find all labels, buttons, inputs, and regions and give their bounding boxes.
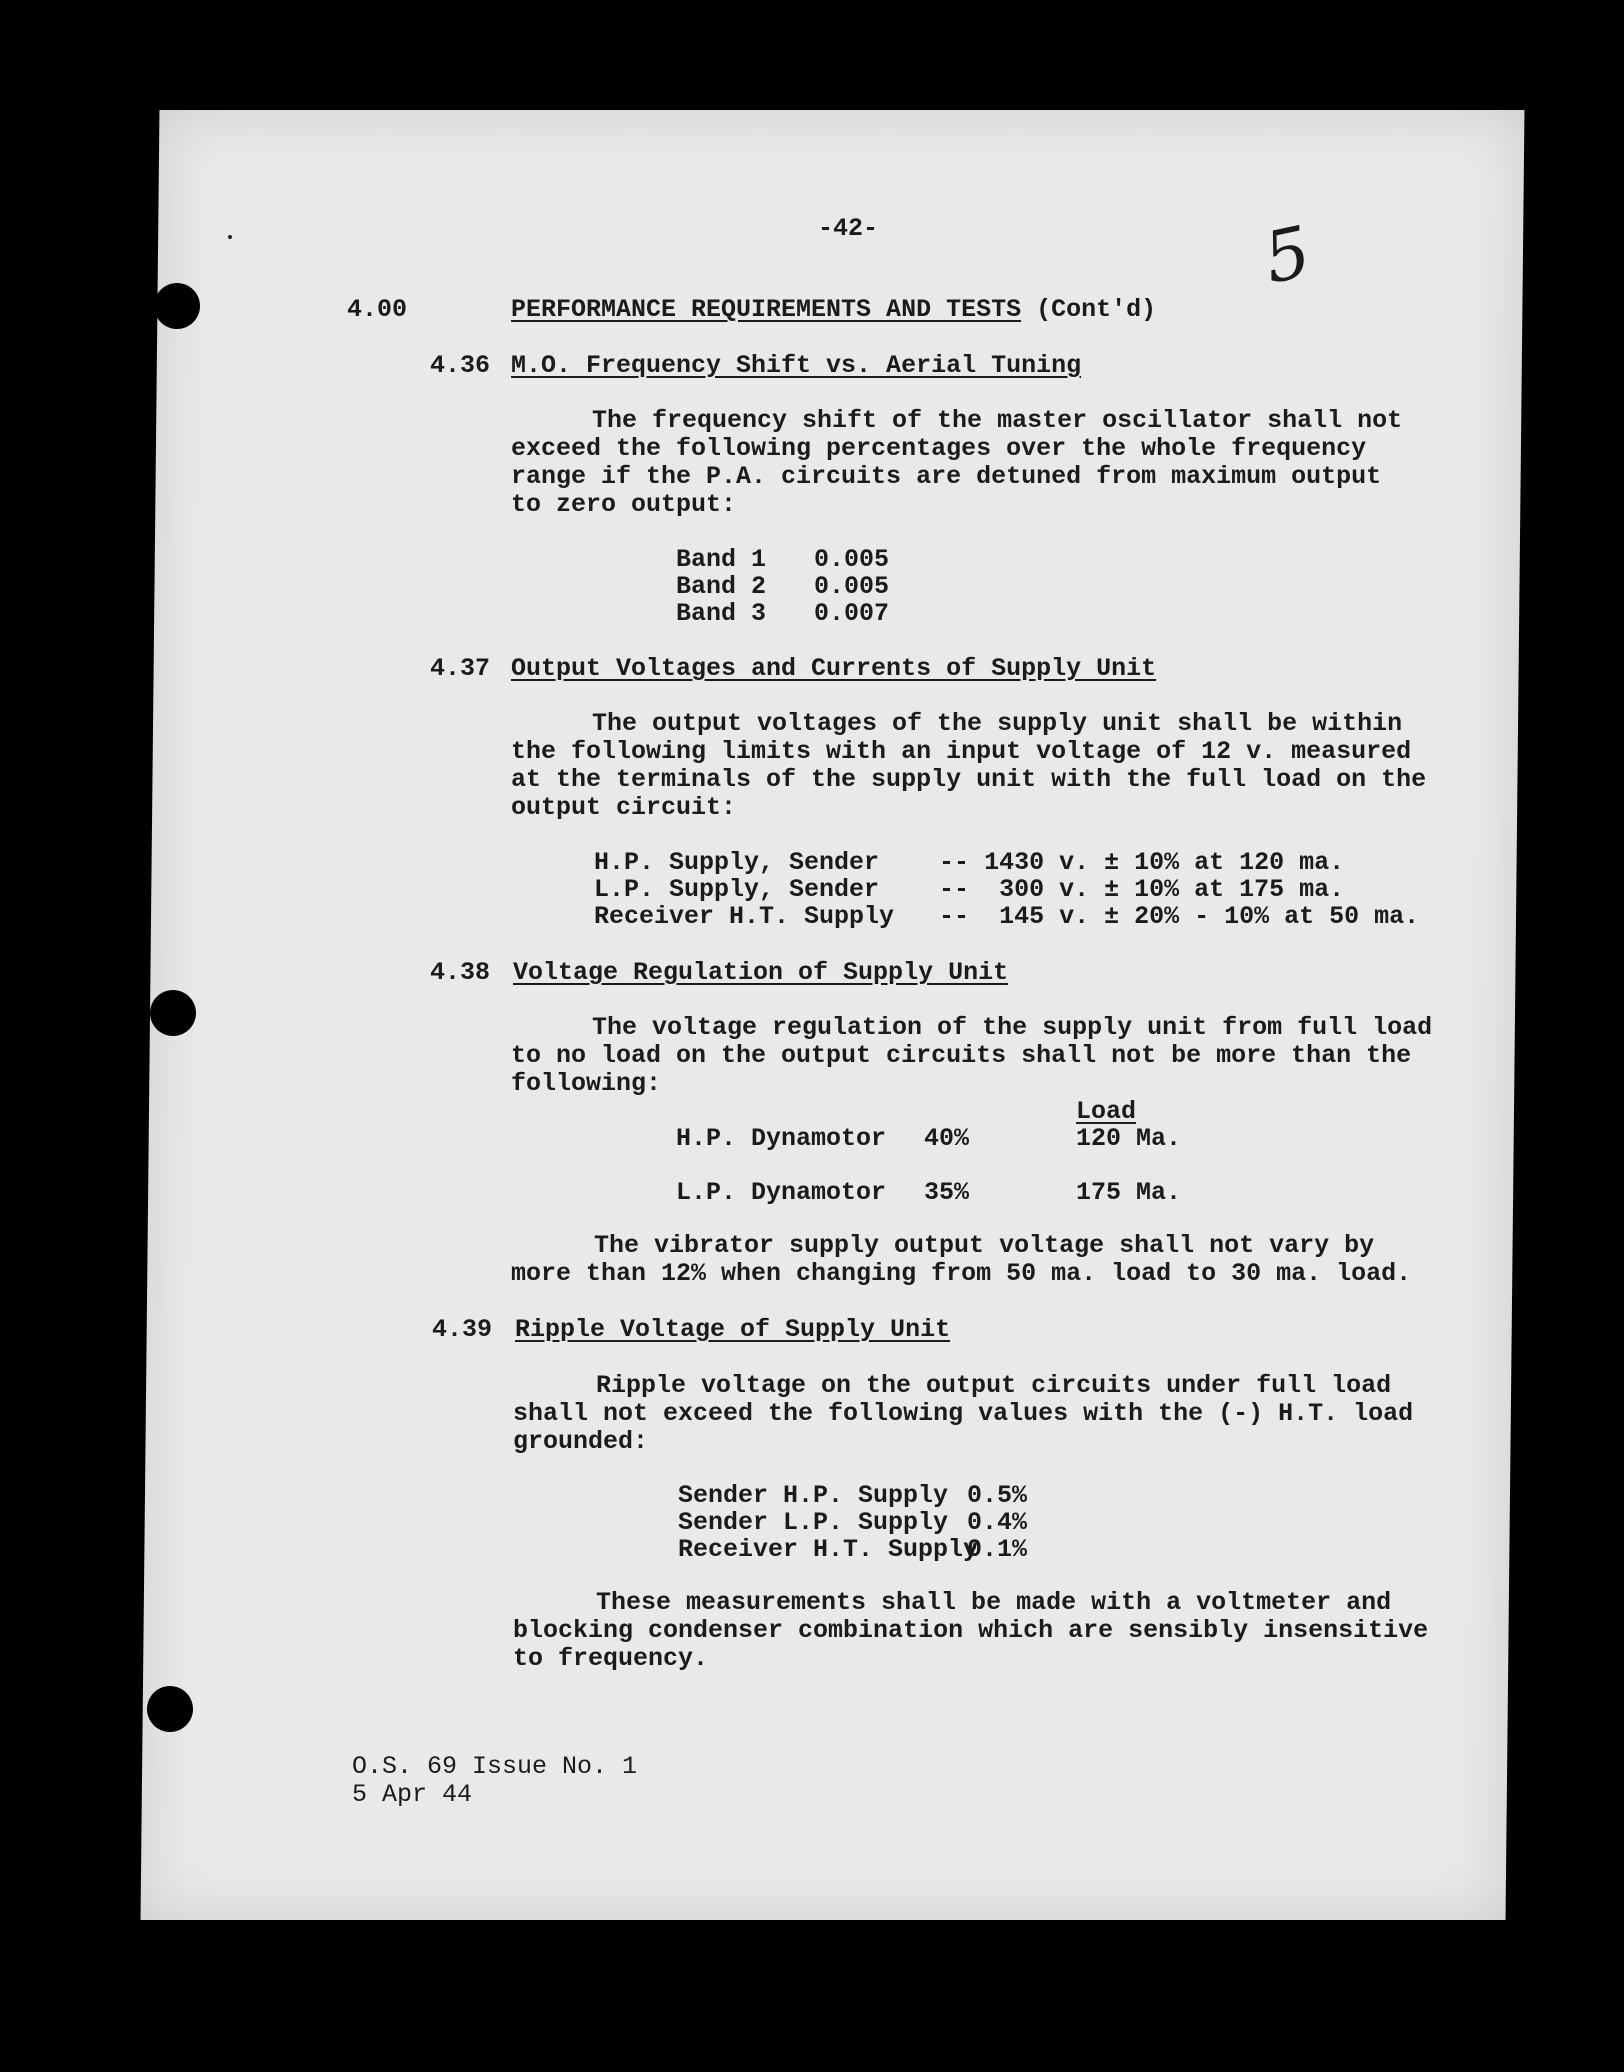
lp-dynamotor-pct: 35% [924, 1178, 970, 1207]
s436-para-line1: The frequency shift of the master oscillator shall not [592, 406, 1403, 435]
s437-para-line2: the following limits with an input voltage of 12 v. measured [511, 737, 1412, 766]
s436-para-line4: to zero output: [511, 490, 737, 519]
page-number: -42- [818, 214, 879, 243]
s436-para-line3: range if the P.A. circuits are detuned from maximum output [511, 462, 1382, 491]
section-title [511, 296, 1156, 323]
s436-number: 4.36 [430, 351, 491, 380]
s437-para-line3: at the terminals of the supply unit with the full load on the [511, 765, 1427, 794]
load-header: Load [1076, 1097, 1137, 1126]
s437-number: 4.37 [430, 654, 491, 683]
s439-para2-line1: These measurements shall be made with a voltmeter and [596, 1588, 1392, 1617]
hp-dynamotor-pct: 40% [924, 1124, 970, 1153]
band-2-label: Band 2 [676, 572, 767, 601]
lp-dynamotor-load: 175 Ma. [1076, 1178, 1182, 1207]
band-1-value: 0.005 [814, 545, 890, 574]
lp-dynamotor-name: L.P. Dynamotor [676, 1178, 887, 1207]
receiver-ht-value: 0.1% [967, 1535, 1028, 1564]
s438-para-line1: The voltage regulation of the supply unit from full load [592, 1013, 1433, 1042]
receiver-ht-name: Receiver H.T. Supply [678, 1535, 979, 1564]
s438-para-line2: to no load on the output circuits shall not be more than the [511, 1041, 1412, 1070]
s437-para-line4: output circuit: [511, 793, 737, 822]
s437-para-line1: The output voltages of the supply unit shall be within [592, 709, 1403, 738]
footer-line2: 5 Apr 44 [352, 1780, 473, 1809]
s439-para-line3: grounded: [513, 1427, 649, 1456]
s437-title: Output Voltages and Currents of Supply Unit [511, 654, 1157, 683]
sender-lp-value: 0.4% [967, 1508, 1028, 1537]
s436-para-line2: exceed the following percentages over the whole frequency [511, 434, 1367, 463]
band-1-label: Band 1 [676, 545, 767, 574]
s437-row-3: Receiver H.T. Supply -- 145 v. ± 20% - 10% at 50 ma. [594, 902, 1420, 931]
s439-para2-line3: to frequency. [513, 1644, 709, 1673]
footer-line1: O.S. 69 Issue No. 1 [352, 1752, 638, 1781]
s439-para2-line2: blocking condenser combination which are sensibly insensitive [513, 1616, 1429, 1645]
sender-lp-name: Sender L.P. Supply [678, 1508, 949, 1537]
sender-hp-value: 0.5% [967, 1481, 1028, 1510]
hp-dynamotor-name: H.P. Dynamotor [676, 1124, 887, 1153]
handwritten-mark: 5 [1256, 210, 1318, 300]
s439-para-line1: Ripple voltage on the output circuits under full load [596, 1371, 1392, 1400]
s438-para-line3: following: [511, 1069, 662, 1098]
s439-number: 4.39 [432, 1315, 493, 1344]
sender-hp-name: Sender H.P. Supply [678, 1481, 949, 1510]
s438-para2-line1: The vibrator supply output voltage shall not vary by [594, 1231, 1375, 1260]
s437-row-1: H.P. Supply, Sender -- 1430 v. ± 10% at 120 ma. [594, 848, 1345, 877]
s439-title: Ripple Voltage of Supply Unit [515, 1315, 951, 1344]
s437-row-2: L.P. Supply, Sender -- 300 v. ± 10% at 175 ma. [594, 875, 1345, 904]
band-3-value: 0.007 [814, 599, 890, 628]
s439-para-line2: shall not exceed the following values with the (-) H.T. load [513, 1399, 1414, 1428]
section-title-suffix: (Cont'd) [1036, 295, 1157, 324]
s438-title: Voltage Regulation of Supply Unit [513, 958, 1009, 987]
band-2-value: 0.005 [814, 572, 890, 601]
s438-number: 4.38 [430, 958, 491, 987]
band-3-label: Band 3 [676, 599, 767, 628]
hp-dynamotor-load: 120 Ma. [1076, 1124, 1182, 1153]
s438-para2-line2: more than 12% when changing from 50 ma. load to 30 ma. load. [511, 1259, 1412, 1288]
s436-title: M.O. Frequency Shift vs. Aerial Tuning [511, 351, 1082, 380]
section-number: 4.00 [347, 295, 408, 324]
section-title-text: PERFORMANCE REQUIREMENTS AND TESTS [511, 295, 1022, 324]
